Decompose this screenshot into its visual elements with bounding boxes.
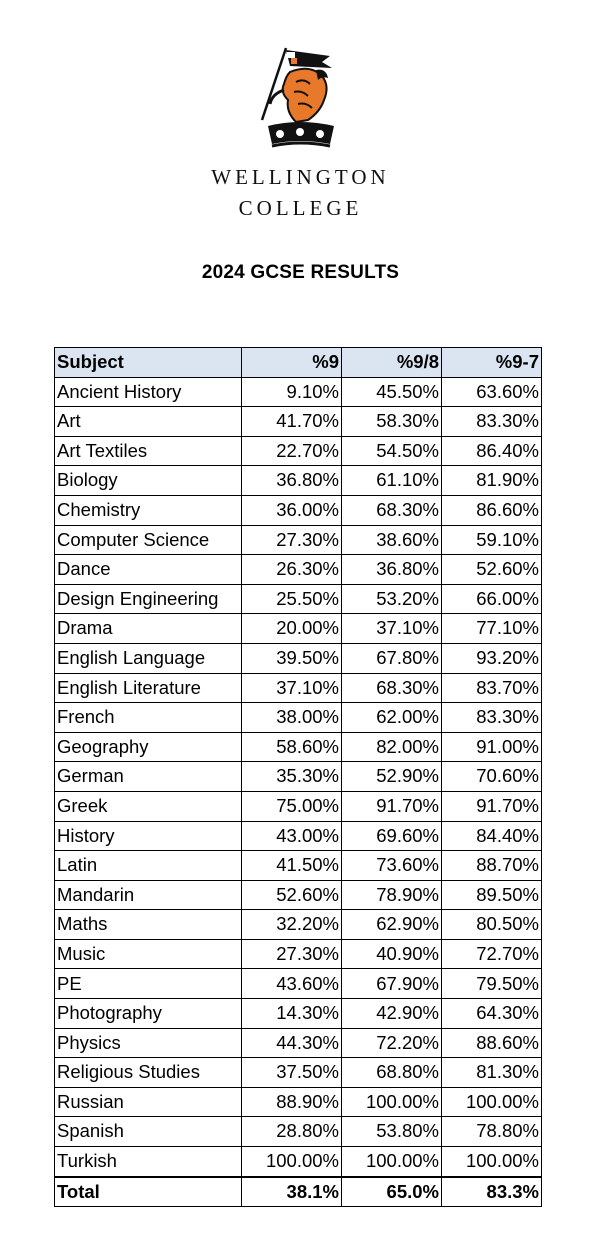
grade9-7-cell: 89.50% <box>442 880 542 910</box>
grade9-7-cell: 83.30% <box>442 703 542 733</box>
grade9-8-cell: 68.80% <box>342 1058 442 1088</box>
table-row <box>55 466 542 496</box>
subject-cell: Chemistry <box>55 495 242 525</box>
grade9-7-cell: 63.60% <box>442 377 542 407</box>
table-row <box>55 910 542 940</box>
subject-cell: French <box>55 703 242 733</box>
grade9-8-cell: 40.90% <box>342 939 442 969</box>
grade9-cell: 75.00% <box>242 791 342 821</box>
grade9-8-cell: 38.60% <box>342 525 442 555</box>
grade9-cell: 36.80% <box>242 466 342 496</box>
grade9-8-cell: 68.30% <box>342 673 442 703</box>
total-grade9-7: 83.3% <box>442 1177 542 1207</box>
grade9-7-cell: 86.60% <box>442 495 542 525</box>
grade9-8-cell: 58.30% <box>342 407 442 437</box>
subject-cell: English Language <box>55 643 242 673</box>
grade9-cell: 38.00% <box>242 703 342 733</box>
grade9-7-cell: 66.00% <box>442 584 542 614</box>
grade9-8-cell: 72.20% <box>342 1028 442 1058</box>
table-row <box>55 1147 542 1177</box>
table-row <box>55 939 542 969</box>
grade9-cell: 44.30% <box>242 1028 342 1058</box>
grade9-7-cell: 86.40% <box>442 436 542 466</box>
grade9-8-cell: 82.00% <box>342 732 442 762</box>
table-row <box>55 880 542 910</box>
grade9-cell: 20.00% <box>242 614 342 644</box>
grade9-8-cell: 100.00% <box>342 1087 442 1117</box>
grade9-8-cell: 67.80% <box>342 643 442 673</box>
grade9-cell: 41.70% <box>242 407 342 437</box>
grade9-7-cell: 52.60% <box>442 555 542 585</box>
grade9-cell: 43.00% <box>242 821 342 851</box>
grade9-cell: 52.60% <box>242 880 342 910</box>
grade9-cell: 27.30% <box>242 939 342 969</box>
grade9-7-cell: 88.70% <box>442 851 542 881</box>
grade9-7-cell: 79.50% <box>442 969 542 999</box>
total-grade9-8: 65.0% <box>342 1177 442 1207</box>
grade9-7-cell: 91.00% <box>442 732 542 762</box>
table-row <box>55 791 542 821</box>
grade9-cell: 41.50% <box>242 851 342 881</box>
table-row <box>55 525 542 555</box>
column-header-grade9: %9 <box>242 348 342 378</box>
grade9-8-cell: 62.00% <box>342 703 442 733</box>
grade9-cell: 36.00% <box>242 495 342 525</box>
grade9-7-cell: 83.30% <box>442 407 542 437</box>
grade9-8-cell: 61.10% <box>342 466 442 496</box>
subject-cell: German <box>55 762 242 792</box>
subject-cell: Music <box>55 939 242 969</box>
grade9-8-cell: 78.90% <box>342 880 442 910</box>
grade9-8-cell: 54.50% <box>342 436 442 466</box>
grade9-8-cell: 37.10% <box>342 614 442 644</box>
subject-cell: Drama <box>55 614 242 644</box>
grade9-7-cell: 77.10% <box>442 614 542 644</box>
grade9-8-cell: 91.70% <box>342 791 442 821</box>
college-name-line2: COLLEGE <box>238 196 363 220</box>
column-header-grade9-7: %9-7 <box>442 348 542 378</box>
grade9-7-cell: 88.60% <box>442 1028 542 1058</box>
subject-cell: Religious Studies <box>55 1058 242 1088</box>
grade9-7-cell: 100.00% <box>442 1087 542 1117</box>
column-header-grade9-8: %9/8 <box>342 348 442 378</box>
subject-cell: Physics <box>55 1028 242 1058</box>
subject-cell: Latin <box>55 851 242 881</box>
table-header-row <box>55 348 542 378</box>
subject-cell: Design Engineering <box>55 584 242 614</box>
grade9-8-cell: 100.00% <box>342 1147 442 1177</box>
grade9-8-cell: 68.30% <box>342 495 442 525</box>
column-header-subject: Subject <box>55 348 242 378</box>
grade9-cell: 37.10% <box>242 673 342 703</box>
table-row <box>55 436 542 466</box>
total-grade9: 38.1% <box>242 1177 342 1207</box>
table-row <box>55 762 542 792</box>
grade9-8-cell: 36.80% <box>342 555 442 585</box>
grade9-7-cell: 78.80% <box>442 1117 542 1147</box>
subject-cell: Photography <box>55 999 242 1029</box>
grade9-8-cell: 62.90% <box>342 910 442 940</box>
table-row <box>55 703 542 733</box>
grade9-7-cell: 84.40% <box>442 821 542 851</box>
grade9-7-cell: 100.00% <box>442 1147 542 1177</box>
subject-cell: Ancient History <box>55 377 242 407</box>
grade9-7-cell: 64.30% <box>442 999 542 1029</box>
subject-cell: Greek <box>55 791 242 821</box>
table-row <box>55 1028 542 1058</box>
wellington-crest-logo <box>250 42 350 154</box>
subject-cell: Turkish <box>55 1147 242 1177</box>
grade9-cell: 43.60% <box>242 969 342 999</box>
grade9-8-cell: 53.80% <box>342 1117 442 1147</box>
page-title: 2024 GCSE RESULTS <box>201 262 400 283</box>
subject-cell: History <box>55 821 242 851</box>
table-row <box>55 821 542 851</box>
subject-cell: Spanish <box>55 1117 242 1147</box>
table-row <box>55 1058 542 1088</box>
table-row <box>55 999 542 1029</box>
subject-cell: Geography <box>55 732 242 762</box>
grade9-7-cell: 81.90% <box>442 466 542 496</box>
grade9-cell: 37.50% <box>242 1058 342 1088</box>
crest-flagpole <box>262 48 286 120</box>
grade9-7-cell: 93.20% <box>442 643 542 673</box>
grade9-7-cell: 70.60% <box>442 762 542 792</box>
grade9-cell: 32.20% <box>242 910 342 940</box>
grade9-7-cell: 83.70% <box>442 673 542 703</box>
grade9-cell: 100.00% <box>242 1147 342 1177</box>
grade9-8-cell: 45.50% <box>342 377 442 407</box>
grade9-7-cell: 80.50% <box>442 910 542 940</box>
subject-cell: Art Textiles <box>55 436 242 466</box>
subject-cell: Art <box>55 407 242 437</box>
grade9-cell: 35.30% <box>242 762 342 792</box>
grade9-8-cell: 69.60% <box>342 821 442 851</box>
total-label: Total <box>55 1177 242 1207</box>
grade9-cell: 39.50% <box>242 643 342 673</box>
grade9-8-cell: 67.90% <box>342 969 442 999</box>
results-table <box>54 347 542 1207</box>
table-row <box>55 1117 542 1147</box>
subject-cell: Computer Science <box>55 525 242 555</box>
table-row <box>55 851 542 881</box>
college-name-line1: WELLINGTON <box>211 165 390 189</box>
grade9-7-cell: 59.10% <box>442 525 542 555</box>
grade9-8-cell: 42.90% <box>342 999 442 1029</box>
table-row <box>55 1087 542 1117</box>
grade9-8-cell: 53.20% <box>342 584 442 614</box>
subject-cell: Maths <box>55 910 242 940</box>
grade9-cell: 9.10% <box>242 377 342 407</box>
grade9-7-cell: 91.70% <box>442 791 542 821</box>
table-row <box>55 673 542 703</box>
grade9-cell: 28.80% <box>242 1117 342 1147</box>
subject-cell: Mandarin <box>55 880 242 910</box>
table-row <box>55 584 542 614</box>
table-row <box>55 407 542 437</box>
table-row <box>55 969 542 999</box>
table-row <box>55 732 542 762</box>
table-row <box>55 555 542 585</box>
grade9-8-cell: 52.90% <box>342 762 442 792</box>
grade9-cell: 14.30% <box>242 999 342 1029</box>
total-row <box>55 1177 542 1207</box>
grade9-7-cell: 81.30% <box>442 1058 542 1088</box>
grade9-cell: 22.70% <box>242 436 342 466</box>
subject-cell: PE <box>55 969 242 999</box>
subject-cell: English Literature <box>55 673 242 703</box>
subject-cell: Biology <box>55 466 242 496</box>
grade9-8-cell: 73.60% <box>342 851 442 881</box>
table-row <box>55 377 542 407</box>
grade9-cell: 27.30% <box>242 525 342 555</box>
subject-cell: Russian <box>55 1087 242 1117</box>
table-row <box>55 643 542 673</box>
table-row <box>55 495 542 525</box>
table-row <box>55 614 542 644</box>
grade9-7-cell: 72.70% <box>442 939 542 969</box>
grade9-cell: 88.90% <box>242 1087 342 1117</box>
grade9-cell: 58.60% <box>242 732 342 762</box>
grade9-cell: 25.50% <box>242 584 342 614</box>
subject-cell: Dance <box>55 555 242 585</box>
grade9-cell: 26.30% <box>242 555 342 585</box>
